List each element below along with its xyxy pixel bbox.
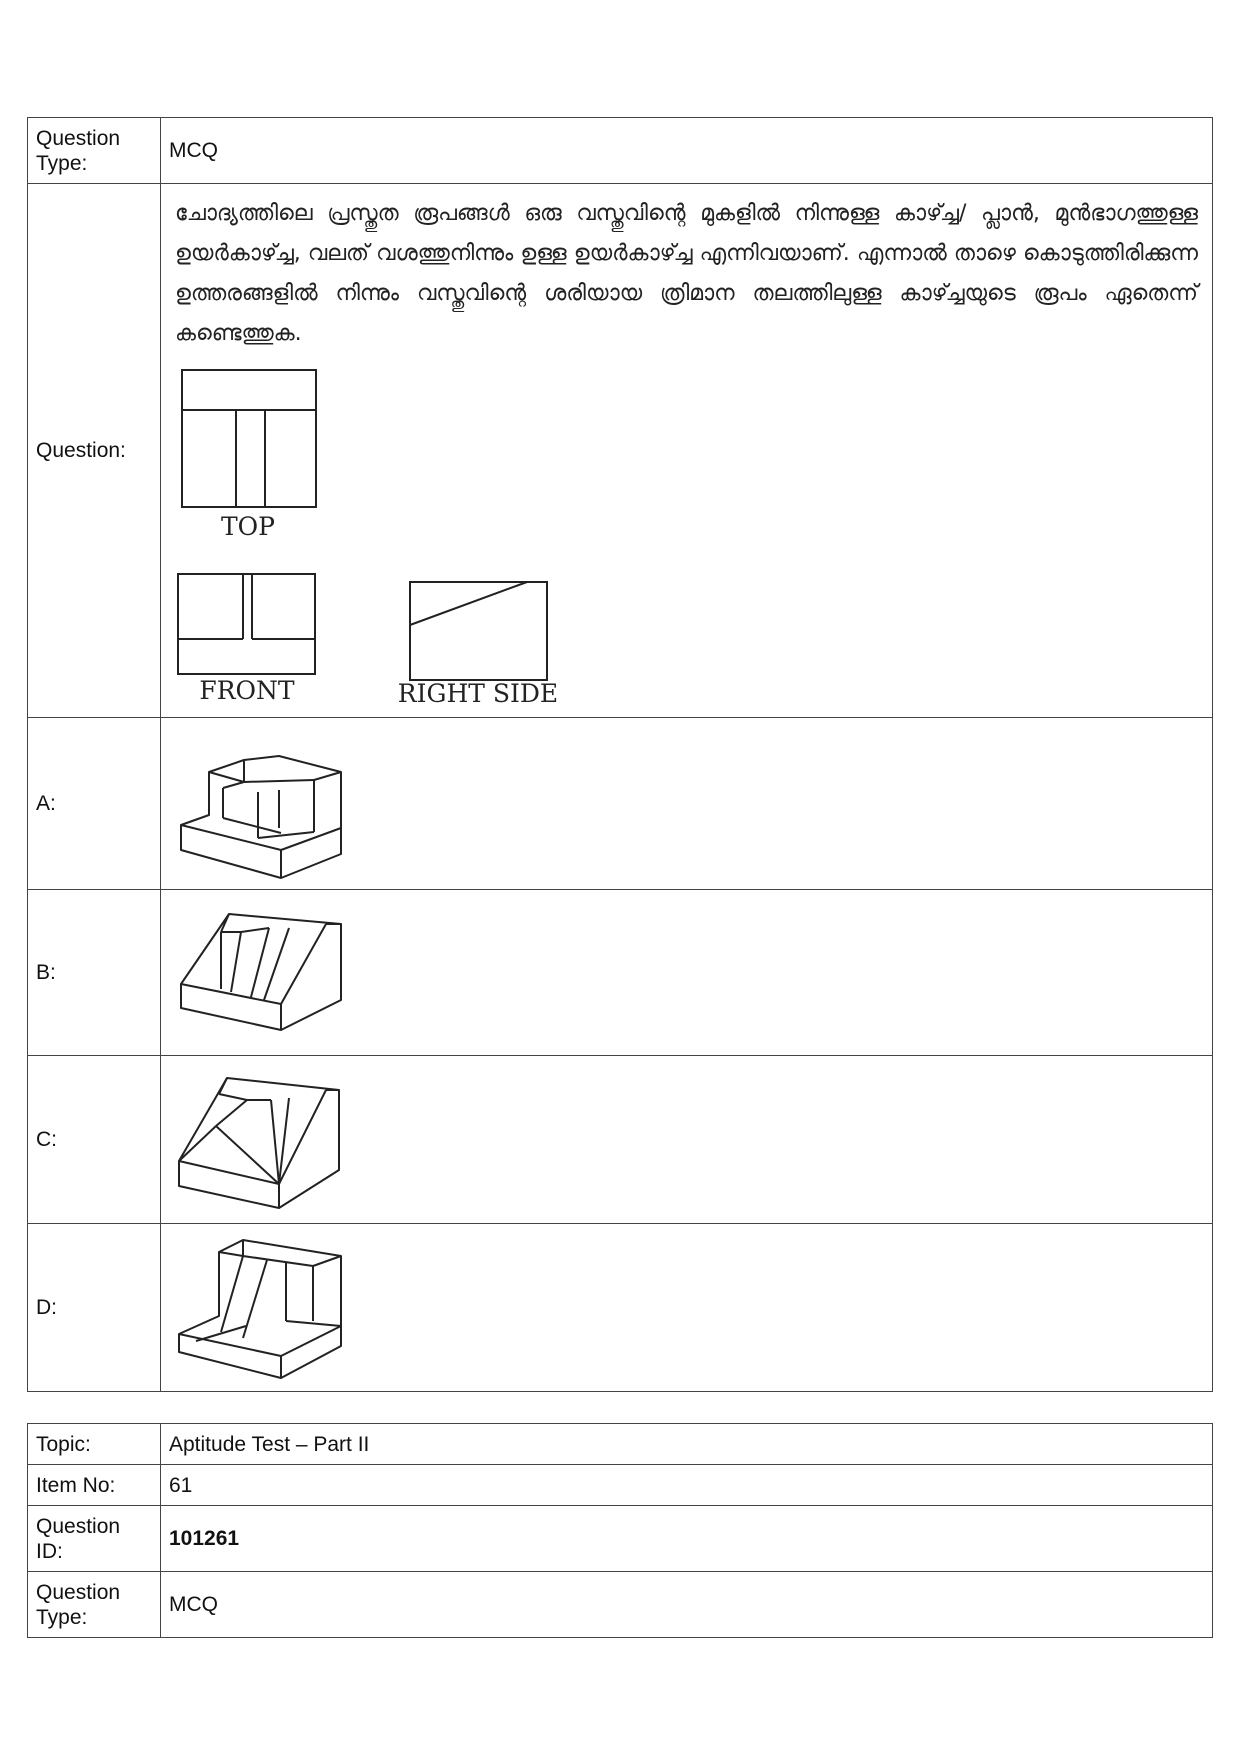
option-b-figure	[161, 892, 361, 1054]
option-b-cell[interactable]	[161, 890, 1213, 1056]
metadata-table	[27, 1423, 1213, 1638]
question-table	[27, 117, 1213, 1392]
meta-question-type-label: Question Type:	[28, 1572, 161, 1638]
option-a-figure	[161, 720, 361, 888]
question-type-value: MCQ	[161, 118, 1213, 184]
option-a-label: A:	[28, 718, 161, 890]
option-b-label: B:	[28, 890, 161, 1056]
question-label: Question:	[28, 184, 161, 718]
question-id-label: Question ID:	[28, 1506, 161, 1572]
question-text: ചോദ്യത്തിലെ പ്രസ്തുത രൂപങ്ങൾ ഒരു വസ്തുവിന്റെ മുകളിൽ നിന്നുള്ള കാഴ്ച്ച/ പ്ലാൻ, മുൻഭാഗത്തുള്ള ഉയർകാഴ്ച്ച, വലത് വശത്തുനിന്നും ഉള്ള ഉയർകാഴ്ച്ച എന്നിവയാണ്. എന്നാൽ താഴെ കൊടുത്തിരിക്കുന്ന ഉത്തരങ്ങളിൽ നിന്നും വസ്തുവിന്റെ ശരിയായ ത്രിമാന തലത്തിലുള്ള കാഴ്ച്ചയുടെ രൂപം ഏതെന്ന് കണ്ടെത്തുക.	[175, 201, 1198, 346]
orthographic-views-figure	[161, 354, 1229, 706]
question-cell	[161, 184, 1213, 718]
topic-label: Topic:	[28, 1424, 161, 1465]
question-type-label: Question Type:	[28, 118, 161, 184]
option-c-cell[interactable]	[161, 1056, 1213, 1224]
front-view-drawing	[178, 574, 315, 674]
topic-value: Aptitude Test – Part II	[161, 1424, 1213, 1465]
front-view-label: FRONT	[199, 676, 295, 705]
right-side-view-label: RIGHT SIDE	[397, 679, 559, 706]
question-id-value: 101261	[161, 1506, 1213, 1572]
top-view-label: TOP	[221, 512, 275, 541]
item-no-value: 61	[161, 1465, 1213, 1506]
orthographic-views	[161, 354, 1212, 706]
option-c-label: C:	[28, 1056, 161, 1224]
option-c-figure	[161, 1058, 361, 1222]
option-a-cell[interactable]	[161, 718, 1213, 890]
meta-question-type-value: MCQ	[161, 1572, 1213, 1638]
top-view-drawing	[182, 370, 316, 507]
item-no-label: Item No:	[28, 1465, 161, 1506]
option-d-label: D:	[28, 1224, 161, 1392]
option-d-cell[interactable]	[161, 1224, 1213, 1392]
option-d-figure	[161, 1226, 361, 1390]
right-side-view-drawing	[410, 582, 547, 680]
